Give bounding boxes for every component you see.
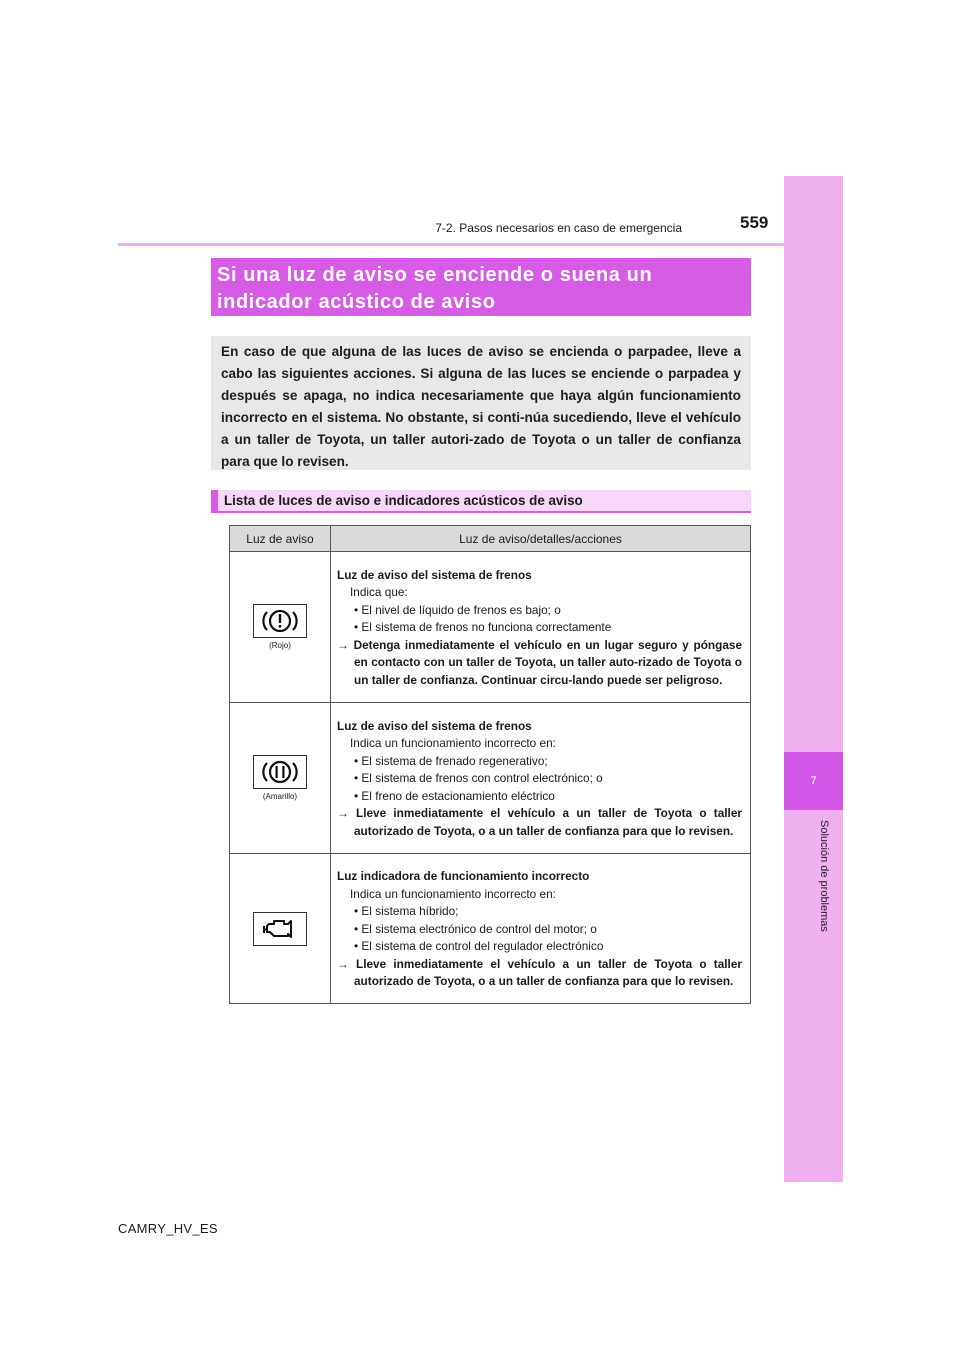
chapter-title: Solución de problemas: [818, 820, 830, 932]
row-intro: Indica un funcionamiento incorrecto en:: [350, 886, 556, 901]
icon-caption: (Amarillo): [262, 792, 298, 801]
section-title: [211, 258, 751, 316]
document-code: CAMRY_HV_ES: [118, 1221, 218, 1236]
icon-cell: [230, 703, 331, 854]
icon-cell: [230, 854, 331, 1004]
detail-cell: [331, 854, 751, 1004]
list-item: • El sistema de control del regulador electrónico: [354, 939, 604, 954]
chapter-side-tab: [784, 176, 843, 1182]
list-item: • El sistema electrónico de control del motor; o: [354, 921, 597, 936]
detail-cell: [331, 703, 751, 854]
row-title: Luz indicadora de funcionamiento incorrecto: [337, 869, 590, 884]
section-title-line: Si una luz de aviso se enciende o suena un: [217, 264, 653, 286]
brake-warning-icon: [253, 604, 307, 638]
section-header: 7-2. Pasos necesarios en caso de emergencia: [435, 221, 682, 235]
bullet-text: El sistema de frenado regenerativo;: [361, 753, 548, 768]
table-header-cell: Luz de aviso: [230, 526, 331, 552]
subsection-header: Lista de luces de aviso e indicadores acústicos de aviso: [211, 490, 751, 513]
action-text: Detenga inmediatamente el vehículo en un lugar seguro y póngase en contacto con un taller de Toyota, un taller auto-rizado de Toyota o un taller de confianza. Continuar circu-lando puede ser peligroso.: [353, 637, 743, 687]
row-action: [337, 956, 742, 991]
bullet-text: El freno de estacionamiento eléctrico: [361, 788, 555, 803]
row-intro: Indica que:: [350, 585, 408, 600]
table-header-row: [230, 526, 751, 552]
table-row: [230, 703, 751, 854]
bullet-text: El nivel de líquido de frenos es bajo; o: [361, 602, 561, 617]
header-rule: [118, 243, 784, 246]
check-engine-icon: [253, 912, 307, 946]
list-item: • El sistema de frenado regenerativo;: [354, 753, 548, 768]
bullet-text: El sistema de frenos no funciona correctamente: [361, 620, 612, 635]
warning-lights-table: [229, 525, 751, 1004]
row-action: [337, 805, 742, 840]
bullet-text: El sistema electrónico de control del motor; o: [361, 921, 597, 936]
list-item: • El sistema híbrido;: [354, 904, 459, 919]
brake-system-warning-icon: [253, 755, 307, 789]
list-item: • El freno de estacionamiento eléctrico: [354, 788, 555, 803]
bullet-text: El sistema de frenos con control electrónico; o: [361, 771, 603, 786]
arrow-icon: →: [337, 637, 349, 652]
chapter-number: 7: [784, 752, 843, 810]
list-item: • El nivel de líquido de frenos es bajo; o: [354, 602, 561, 617]
row-intro: Indica un funcionamiento incorrecto en:: [350, 736, 556, 751]
bullet-text: El sistema híbrido;: [361, 904, 459, 919]
table-row: [230, 854, 751, 1004]
row-title: Luz de aviso del sistema de frenos: [337, 718, 532, 733]
list-item: • El sistema de frenos no funciona correctamente: [354, 620, 612, 635]
list-item: • El sistema de frenos con control electrónico; o: [354, 771, 603, 786]
row-action: [337, 637, 742, 690]
arrow-icon: →: [337, 956, 349, 971]
action-text: Lleve inmediatamente el vehículo a un taller de Toyota o taller autorizado de Toyota, o a un taller de confianza para que lo revisen.: [354, 956, 742, 989]
action-text: Lleve inmediatamente el vehículo a un taller de Toyota o taller autorizado de Toyota, o a un taller de confianza para que lo revisen.: [354, 806, 742, 838]
section-title-line: indicador acústico de aviso: [217, 291, 496, 313]
bullet-text: El sistema de control del regulador electrónico: [361, 939, 604, 954]
detail-cell: [331, 552, 751, 703]
table-header-cell: Luz de aviso/detalles/acciones: [331, 526, 751, 552]
table-row: [230, 552, 751, 703]
intro-paragraph: En caso de que alguna de las luces de aviso se encienda o parpadee, lleve a cabo las siguientes acciones. Si alguna de las luces se enciende o parpadea y después se apaga, no indica necesariamente que haya algún funcionamiento incorrecto en el sistema. No obstante, si conti-núa sucediendo, lleve el vehículo a un taller de Toyota, un taller autori-zado de Toyota o un taller de confianza para que lo revisen.: [211, 336, 751, 470]
row-title: Luz de aviso del sistema de frenos: [337, 567, 532, 582]
icon-caption: (Rojo): [269, 641, 291, 650]
arrow-icon: →: [337, 806, 349, 821]
page-number: 559: [740, 213, 769, 232]
icon-cell: [230, 552, 331, 703]
